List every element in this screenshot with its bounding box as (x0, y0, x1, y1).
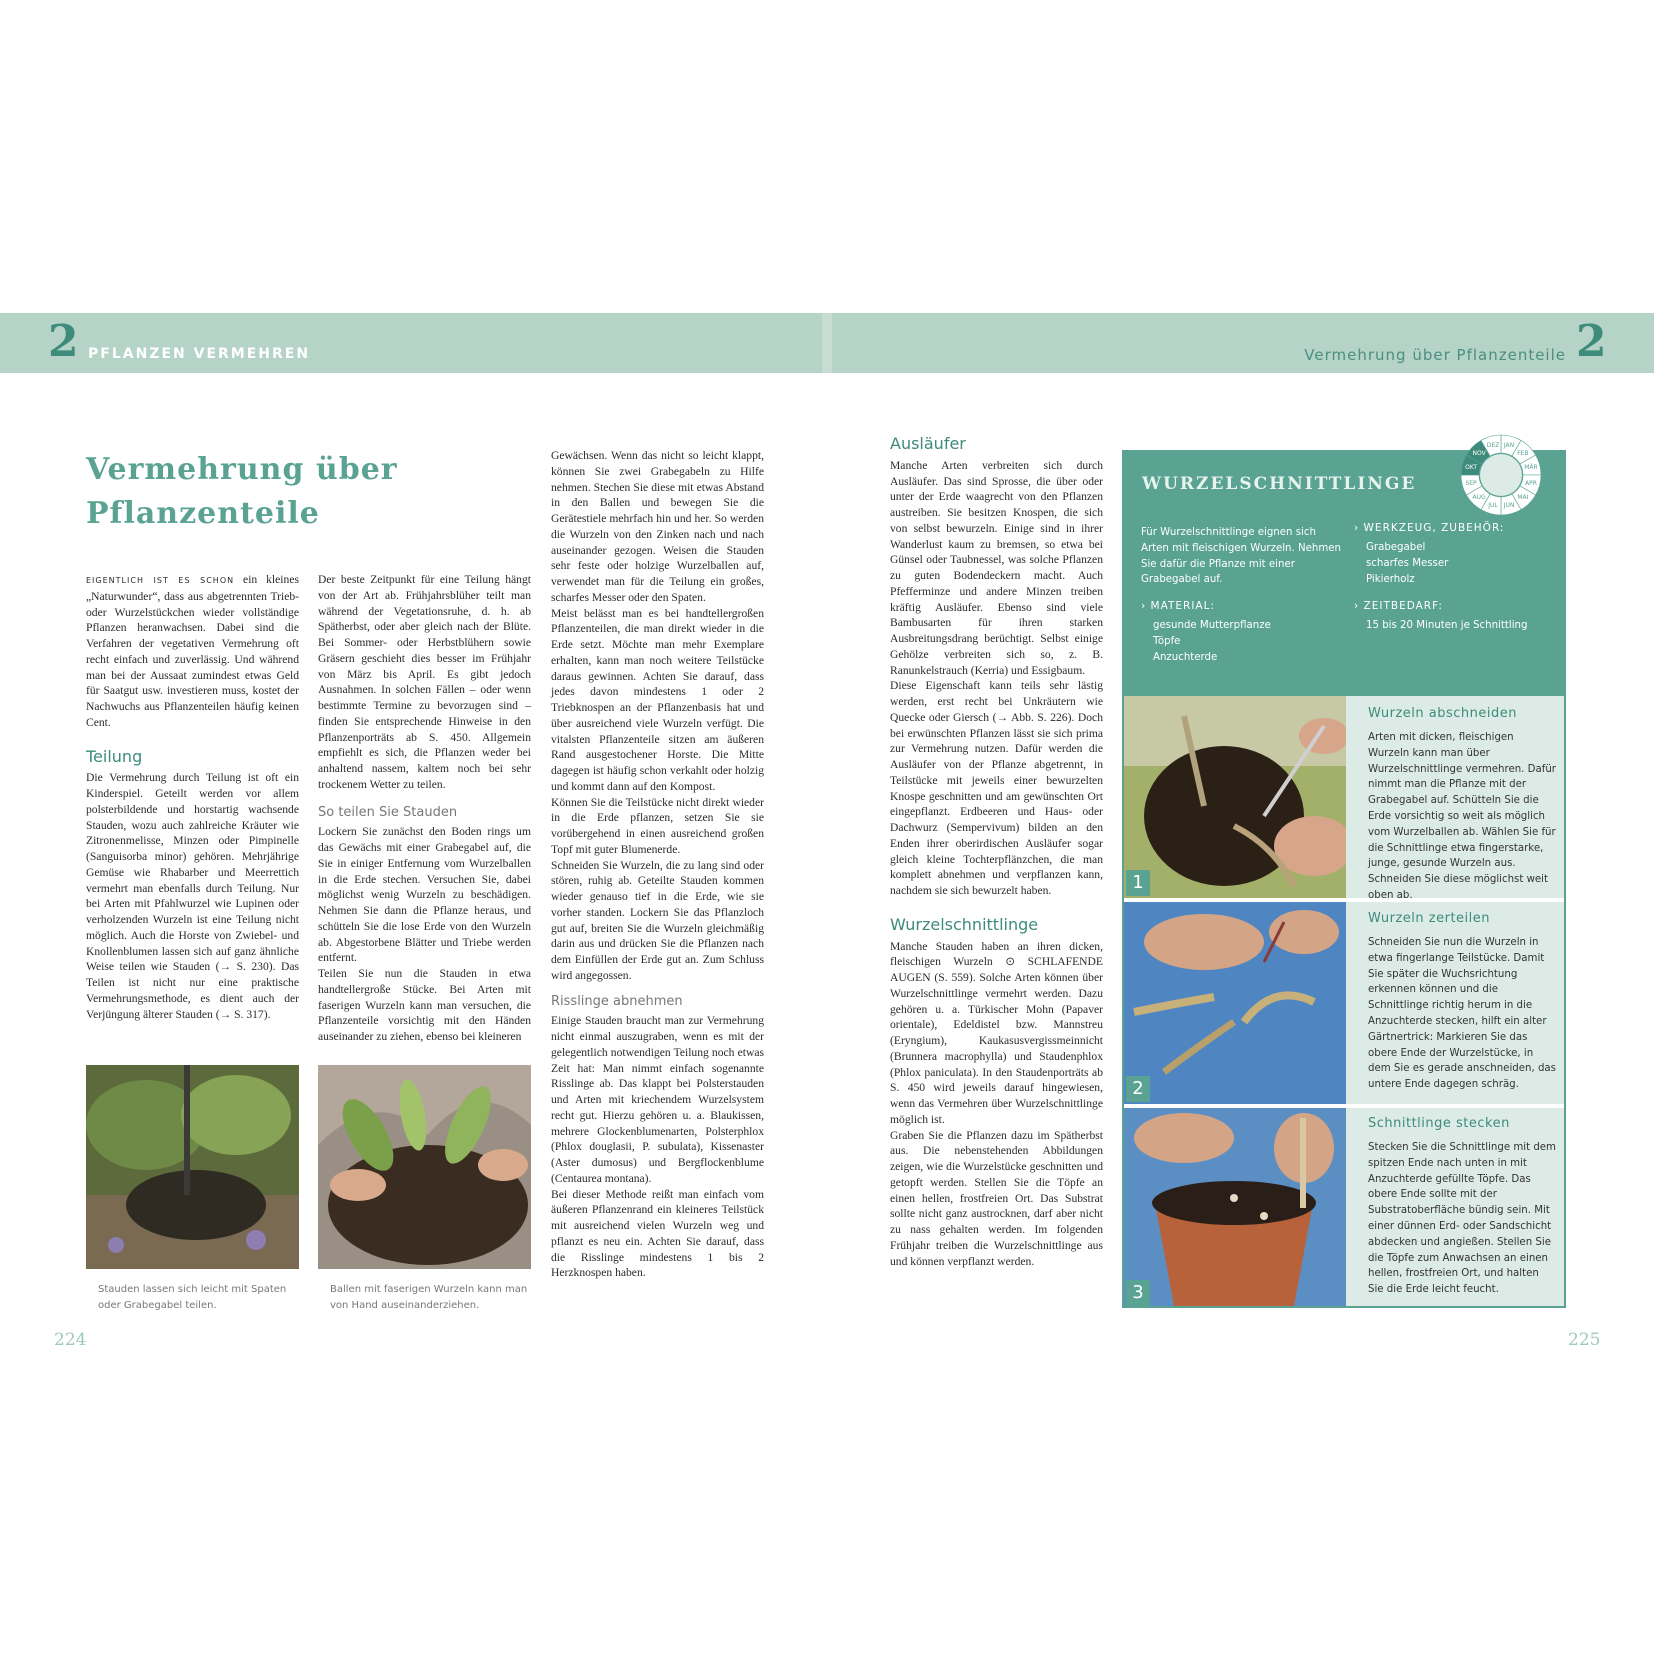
chapter-title-right: Vermehrung über Pflanzenteile (1304, 346, 1566, 364)
time-value: 15 bis 20 Minuten je Schnittling (1366, 620, 1528, 631)
time-section (1354, 600, 1554, 634)
paragraph: Manche Stauden haben an ihren dicken, fleischigen Wurzeln ⊙ SCHLAFENDE AUGEN (S. 559). Solche Arten können über Wurzelschnittlinge vermehrt werden. Dazu gehören u. a. Türkischer Mohn (Papaver orientale), Edeldistel bzw. Mannstreu (Eryngium), Kaukasusvergissmeinnicht (Brunnera macrophylla) und Staudenphlox (Phlox paniculata). In den Staudenporträts ab S. 450 wird jeweils darauf hingewiesen, wenn das Vermehren über Wurzelschnittlinge möglich ist. (890, 939, 1103, 1126)
step-1-number: 1 (1126, 870, 1150, 896)
chevron-right-icon: › (1141, 600, 1151, 612)
month-wheel (1458, 432, 1544, 518)
heading-auslaeufer: Ausläufer (890, 434, 966, 453)
step-3-text: Stecken Sie die Schnittlinge mit dem spitzen Ende nach unten in mit Anzuchterde gefüllte Töpfe. Das obere Ende sollte mit der Substratoberfläche bündig sein. Mit einer dünnen Erd- oder Sandschicht abdecken und angießen. Stellen Sie die Töpfe zum Anwachsen an einen hellen, frostfreien Ort, und halten Sie die Erde leicht feucht. (1368, 1142, 1556, 1296)
step-3-number: 3 (1126, 1280, 1150, 1306)
month-label: OKT (1465, 463, 1477, 471)
page-number-right: 225 (1568, 1330, 1601, 1350)
left-column-2 (318, 572, 531, 1045)
tools-list: Grabegabel scharfes Messer Pikierholz (1366, 542, 1449, 585)
page-title: Vermehrung über Pflanzenteile (86, 452, 398, 531)
chapter-number-right: 2 (1576, 316, 1607, 367)
step-3-title: Schnittlinge stecken (1368, 1116, 1510, 1131)
right-column-1 (890, 436, 1103, 1269)
month-label: AUG (1472, 493, 1486, 501)
month-label: DEZ (1486, 442, 1500, 450)
left-column-3 (551, 448, 764, 1281)
caption-photo-1: Stauden lassen sich leicht mit Spaten oder Grabegabel teilen. (98, 1284, 287, 1311)
step-3-photo (1124, 1108, 1346, 1306)
heading-wurzelschnittlinge: Wurzelschnittlinge (890, 914, 1039, 934)
step-1-photo (1124, 696, 1346, 898)
page-gutter (822, 313, 832, 373)
step-1-text: Arten mit dicken, fleischigen Wurzeln kann man über Wurzelschnittlinge vermehren. Dafür nimmt man die Pflanze mit der Grabegabel auf. Schütteln Sie die Erde vorsichtig so weit als möglich vom Wurzelballen ab. Wählen Sie für die Schnittlinge etwa fingerstarke, junge, gesunde Wurzeln aus. Schneiden Sie diese möglichst weit oben ab. (1368, 732, 1556, 901)
paragraph: Graben Sie die Pflanzen dazu im Spätherbst aus. Die nebenstehenden Abbildungen zeigen, wie die Wurzelstücke geschnitten und getopft werden. Stellen Sie die Töpfe an einen hellen, frostfreien Ort. Das Substrat sollte nicht ganz austrocknen, darf aber nicht zu nass gehalten werden. Im folgenden Frühjahr treiben die Wurzelschnittlinge aus und können verpflanzt werden. (890, 1128, 1103, 1268)
month-label: APR (1524, 480, 1537, 488)
material-list: gesunde Mutterpflanze Töpfe Anzuchterde (1153, 620, 1271, 663)
month-wheel-center (1480, 454, 1522, 496)
chapter-title-left: PFLANZEN VERMEHREN (88, 346, 311, 362)
photo-ballen-teilen (318, 1065, 531, 1269)
tools-section (1354, 522, 1554, 587)
heading-so-teilen: So teilen Sie Stauden (318, 804, 458, 820)
heading-risslinge: Risslinge abnehmen (551, 993, 683, 1009)
month-label: MAI (1517, 493, 1529, 501)
paragraph: Diese Eigenschaft kann teils sehr lästig werden, erst recht bei Unkräutern wie Quecke oder Giersch (→ Abb. S. 226). Doch bei erwünschten Pflanzen lässt sie sich prima zur Vermehrung nutzen. Dafür werden die Ausläufer von der Pflanze abgetrennt, in Teilstücke mit jeweils einer bewurzelten Knospe geschnitten und am gewünschten Ort eingepflanzt. Erdbeeren und Haus- oder Dachwurz (Sempervivum) bilden an den Enden ihrer oberirdischen Ausläufer sogar gleich kleine Tochterpflänzchen, die man komplett abnehmen und verpflanzen kann, nachdem sie sich bewurzelt haben. (890, 679, 1103, 897)
chapter-number-left: 2 (48, 316, 79, 367)
step-2-number: 2 (1126, 1076, 1150, 1102)
paragraph-teilung: Die Vermehrung durch Teilung ist oft ein Kinderspiel. Geteilt werden vor allem polsterbildende und horstartig wachsende Stauden, wozu auch zahlreiche Kräuter wie Zitronenmelisse, Minzen oder Pimpinelle (Sanguisorba minor) gehören. Mehrjährige Gemüse wie Rhabarber und Meerrettich vermehrt man ebenfalls durch Teilung. Nur bei Arten mit Pfahlwurzel wie Lupinen oder verholzenden Wurzeln ist eine Teilung nicht möglich. Auch die Horste von Zwiebel- und Knollenblumen lassen sich auf ganz ähnliche Weise teilen wie Stauden (→ S. 230). Das Teilen ist nicht nur eine praktische Vermehrungsmethode, es dient auch der Verjüngung älterer Stauden (→ S. 317). (86, 771, 299, 1021)
paragraph: Der beste Zeitpunkt für eine Teilung hängt von der Art ab. Frühjahrsblüher teilt man während der Vegetationsruhe, d. h. ab Spätherbst, oder aber gleich nach der Blüte. Bei Sommer- oder Herbstblühern sowie Gräsern geschieht dies besser im Frühjahr von März bis April. Es gibt jedoch Ausnahmen. In solchen Fällen – oder wenn bestimmte Termine zu bevorzugen sind – finden Sie entsprechende Hinweise in den Pflanzenporträts ab S. 450. Allgemein empfiehlt es sich, die Pflanzen weder bei anhaltend nassem, kaltem noch bei sehr trockenem Wetter zu teilen. (318, 573, 531, 791)
step-2-photo (1124, 902, 1346, 1104)
heading-teilung: Teilung (86, 746, 143, 766)
garden-photo-illustration (86, 1065, 299, 1269)
chevron-right-icon: › (1354, 600, 1364, 612)
paragraph: Teilen Sie nun die Stauden in etwa handtellergroße Stücke. Bei Arten mit faserigen Wurzeln kann man versuchen, die Pflanzenteile vorsichtig mit den Händen auseinander zu ziehen, ebenso bei kleineren (318, 967, 531, 1043)
month-label: MÄR (1524, 463, 1538, 471)
month-label: NOV (1472, 450, 1486, 458)
chevron-right-icon: › (1354, 522, 1364, 534)
tools-label: › WERKZEUG, ZUBEHÖR: (1354, 522, 1505, 534)
root-pieces-illustration (1124, 902, 1346, 1104)
step-2-text: Schneiden Sie nun die Wurzeln in etwa fingerlange Teilstücke. Damit Sie später die Wuchsrichtung erkennen können und die Schnittlinge richtig herum in die Anzuchterde stecken, hilft ein alter Gärtnertrick: Markieren Sie das obere Ende der Wurzelstücke, in dem Sie es gerade anschneiden, das untere Ende dagegen schräg. (1368, 937, 1556, 1091)
cutting-roots-illustration (1124, 696, 1346, 898)
caption-photo-2: Ballen mit faserigen Wurzeln kann man von Hand auseinanderziehen. (330, 1284, 528, 1311)
paragraph: Schneiden Sie Wurzeln, die zu lang sind oder stören, ruhig ab. Geteilte Stauden kommen wieder genauso tief in die Erde, wie sie vorher standen. Lockern Sie das Pflanzloch gut auf, breiten Sie die Wurzeln gleichmäßig darin aus und drücken Sie die Pflanzen nach dem Einfüllen der Erde gut an. Zum Schluss wird angegossen. (551, 858, 764, 982)
month-label: JUN (1503, 501, 1515, 509)
page-number-left: 224 (54, 1330, 87, 1350)
photo-stauden-teilen (86, 1065, 299, 1269)
info-box-title: WURZELSCHNITTLINGE (1142, 474, 1417, 494)
left-column-1 (86, 572, 299, 1022)
material-section (1141, 600, 1341, 665)
paragraph: Lockern Sie zunächst den Boden rings um das Gewächs mit einer Grabegabel auf, die Sie in einiger Entfernung vom Wurzelballen in die Erde stechen. Versuchen Sie, dabei möglichst wenig Wurzeln zu beschädigen. Nehmen Sie dann die Pflanze heraus, und schütteln Sie die lose Erde von den Wurzeln ab. Abgestorbene Blätter und Triebe werden entfernt. (318, 825, 531, 965)
info-box-intro: Für Wurzelschnittlinge eignen sich Arten mit fleischigen Wurzeln. Nehmen Sie dafür die Pflanze mit einer Grabegabel auf. (1141, 527, 1341, 586)
step-1-title: Wurzeln abschneiden (1368, 706, 1517, 721)
planting-pot-illustration (1124, 1108, 1346, 1306)
step-2-title: Wurzeln zerteilen (1368, 911, 1491, 926)
month-label: FEB (1517, 450, 1529, 458)
paragraph: Manche Arten verbreiten sich durch Ausläufer. Das sind Sprosse, die über oder unter der Erde waagrecht von den Pflanzen austreiben. Sie besitzen Knospen, die sich von selbst bewurzeln. Einige sind in ihrer Wanderlust kaum zu bremsen, so etwa bei Günsel oder Taubnessel, was solche Pflanzen zu guten Bodendeckern macht. Auch Pfefferminze und andere Minzen treiben kräftig Ausläufer. Ebenso sind viele Bambusarten für ihren starken Ausbreitungsdrang berüchtigt. Selbst einige Gehölze verbreiten sich so, z. B. Ranunkelstrauch (Kerria) und Essigbaum. (890, 458, 1103, 677)
hands-roots-illustration (318, 1065, 531, 1269)
month-calendar-icon (1458, 432, 1544, 518)
time-label: › ZEITBEDARF: (1354, 600, 1443, 612)
paragraph: Können Sie die Teilstücke nicht direkt wieder in die Erde pflanzen, setzen Sie sie vorübergehend in einen ausreichend großen Topf mit guter Blumenerde. (551, 795, 764, 856)
paragraph: Einige Stauden braucht man zur Vermehrung nicht einmal auszugraben, wenn es mit der gelegentlich notwendigen Teilung noch etwas Zeit hat: Man nimmt einfach sogenannte Risslinge ab. Das klappt bei Polsterstauden und Arten mit kriechendem Wurzelsystem recht gut. Hierzu gehören u. a. Blaukissen, mehrere Glockenblumenarten, Polsterphlox (Phlox douglasii, P. subulata), Kissenaster (Aster dumosus) und Bergflockenblume (Centaurea montana). (551, 1014, 764, 1185)
month-label: SEP (1465, 480, 1477, 488)
material-label: › MATERIAL: (1141, 600, 1215, 612)
intro-paragraph: EIGENTLICH IST ES SCHON ein kleines „Naturwunder“, dass aus abgetrennten Trieb- oder Wurzelstückchen wieder vollständige Pflanzen heranwachsen. Dabei sind die Verfahren der vegetativen Vermehrung oft recht einfach und zuverlässig. Und während man bei der Aussaat zumindest etwas Geld für Saatgut usw. investieren muss, kostet der Nachwuchs aus Pflanzenteilen häufig keinen Cent. (86, 573, 299, 729)
month-label: JUL (1488, 501, 1498, 509)
paragraph: Gewächsen. Wenn das nicht so leicht klappt, können Sie zwei Grabegabeln zu Hilfe nehmen. Stechen Sie diese mit etwas Abstand in den Ballen und bewegen Sie die Gerätestiele mehrfach hin und her. So werden die Wurzeln von den Zinken nach und nach auseinander gezogen. Weisen die Stauden sehr feste oder holzige Wurzelballen auf, verwendet man für die Teilung ein großes, scharfes Messer oder den Spaten. (551, 449, 764, 604)
paragraph: Bei dieser Methode reißt man einfach vom äußeren Pflanzenrand ein kleineres Teilstück mit ausreichend vielen Wurzeln weg und pflanzt es neu ein. Achten Sie darauf, dass die Risslinge mindestens 1 bis 2 Herzknospen haben. (551, 1187, 764, 1280)
month-label: JAN (1503, 442, 1515, 450)
paragraph: Meist belässt man es bei handtellergroßen Pflanzenteilen, die man direkt wieder in die Erde setzt. Möchte man mehr Exemplare erhalten, kann man noch weitere Teilstücke daraus gewinnen. Achten Sie darauf, dass jedes davon mindestens 1 oder 2 Triebknospen an der Pflanzenbasis hat und über ausreichend viele Wurzeln verfügt. Die vitalsten Pflanzenteile sitzen am äußeren Rand ausgestochener Horste. Die Mitte dagegen ist häufig schon verkahlt oder holzig und kommt dann auf den Kompost. (551, 606, 764, 793)
